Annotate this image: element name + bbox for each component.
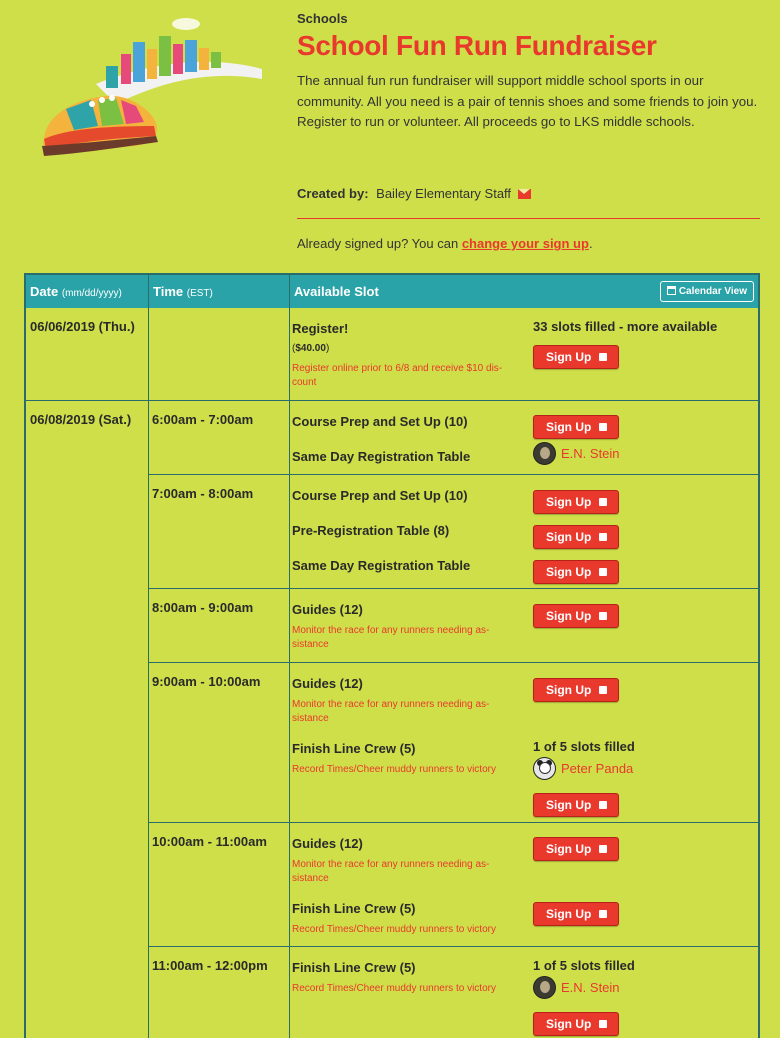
created-by [297,186,531,201]
slot-note: Record Times/Cheer muddy runners to victory [292,983,496,994]
already-prefix: Already signed up? You can [297,236,462,251]
volunteer-name: E.N. Stein [561,980,620,995]
column-slot [289,275,758,308]
column-date [26,275,148,308]
slots-filled: 1 of 5 slots filled [533,958,635,973]
slot-price-value: $40.00 [295,343,326,354]
col-divider [148,308,149,1038]
signup-button[interactable] [533,560,619,584]
slot-price: ($40.00) [292,343,330,354]
checkbox-icon [599,801,607,809]
signup-label: Sign Up [546,842,592,856]
signup-button[interactable] [533,345,619,369]
checkbox-icon [599,498,607,506]
signup-label: Sign Up [546,530,592,544]
row-divider [26,400,758,401]
signup-label: Sign Up [546,350,592,364]
calendar-icon [667,286,676,295]
mail-icon[interactable] [518,189,531,199]
slot-note: Monitor the race for any runners needing as-sistance [292,625,490,650]
slot-register: Register! [292,321,349,336]
volunteer-name: Peter Panda [561,761,634,776]
slot-note: Record Times/Cheer muddy runners to victory [292,764,496,775]
slot-guides: Guides (12) [292,836,363,851]
time-cell: 6:00am - 7:00am [152,412,254,427]
time-cell: 8:00am - 9:00am [152,600,254,615]
signup-button[interactable] [533,415,619,439]
slot-same-day: Same Day Registration Table [292,449,471,464]
signup-label: Sign Up [546,683,592,697]
row-divider [148,588,758,589]
running-shoe-logo [36,14,262,164]
page-title: School Fun Run Fundraiser [297,30,657,61]
slot-course-prep: Course Prep and Set Up (10) [292,414,468,429]
avatar [533,757,556,780]
signup-button[interactable] [533,678,619,702]
slot-pre-registration: Pre-Registration Table (8) [292,523,450,538]
volunteer-name: E.N. Stein [561,446,620,461]
calendar-view-label: Calendar View [678,286,747,297]
signup-label: Sign Up [546,907,592,921]
column-date-label: Date [30,284,59,299]
time-cell: 11:00am - 12:00pm [152,958,268,973]
slot-note: Register online prior to 6/8 and receive $10 dis-count [292,363,503,388]
change-signup-link[interactable]: change your sign up [461,236,589,251]
slot-guides: Guides (12) [292,602,363,617]
page-header [0,0,780,270]
slot-guides: Guides (12) [292,676,363,691]
already-suffix: . [588,236,593,251]
slot-note: Record Times/Cheer muddy runners to victory [292,924,496,935]
slot-note: Monitor the race for any runners needing as-sistance [292,699,490,724]
time-cell: 10:00am - 11:00am [152,834,267,849]
category-label: Schools [297,11,348,26]
date-cell: 06/08/2019 (Sat.) [30,412,132,427]
slot-same-day: Same Day Registration Table [292,558,471,573]
signup-label: Sign Up [546,609,592,623]
header-divider [297,218,760,219]
created-by-value: Bailey Elementary Staff [376,186,512,201]
signup-label: Sign Up [546,420,592,434]
col-divider [289,308,290,1038]
time-cell: 7:00am - 8:00am [152,486,254,501]
signup-table [24,273,760,1038]
checkbox-icon [599,612,607,620]
row-divider [148,474,758,475]
slot-course-prep: Course Prep and Set Up (10) [292,488,468,503]
checkbox-icon [599,533,607,541]
time-cell: 9:00am - 10:00am [152,674,261,689]
checkbox-icon [599,686,607,694]
row-divider [148,662,758,663]
signup-button[interactable] [533,604,619,628]
avatar [533,442,556,465]
slots-filled: 1 of 5 slots filled [533,739,635,754]
signup-label: Sign Up [546,798,592,812]
checkbox-icon [599,353,607,361]
signup-label: Sign Up [546,1017,592,1031]
signup-button[interactable] [533,1012,619,1036]
already-signed-up [297,236,593,251]
event-description: The annual fun run fundraiser will support middle school sports in our community. All you need is a pair of tennis shoes and some friends to join you. Register to run or volunteer. All proceeds go to LKS middle schools. [297,73,758,129]
created-by-label: Created by: [297,186,369,201]
slot-finish-line: Finish Line Crew (5) [292,960,416,975]
column-time [148,275,289,308]
table-header [26,275,758,308]
checkbox-icon [599,910,607,918]
column-time-label: Time [153,284,184,299]
slot-finish-line: Finish Line Crew (5) [292,741,416,756]
slot-note: Monitor the race for any runners needing as-sistance [292,859,490,884]
column-date-format: (mm/dd/yyyy) [61,288,122,299]
avatar [533,976,556,999]
signup-label: Sign Up [546,565,592,579]
signup-button[interactable] [533,525,619,549]
slot-finish-line: Finish Line Crew (5) [292,901,416,916]
signup-label: Sign Up [546,495,592,509]
column-time-format: (EST) [186,288,213,299]
checkbox-icon [599,423,607,431]
row-divider [148,946,758,947]
checkbox-icon [599,845,607,853]
slots-filled: 33 slots filled - more available [533,319,718,334]
checkbox-icon [599,568,607,576]
column-slot-label: Available Slot [294,284,379,299]
signup-button[interactable] [533,902,619,926]
calendar-view-button[interactable] [660,281,754,302]
row-divider [148,822,758,823]
checkbox-icon [599,1020,607,1028]
date-cell: 06/06/2019 (Thu.) [30,319,135,334]
signup-button[interactable] [533,490,619,514]
signup-button[interactable] [533,837,619,861]
signup-button[interactable] [533,793,619,817]
